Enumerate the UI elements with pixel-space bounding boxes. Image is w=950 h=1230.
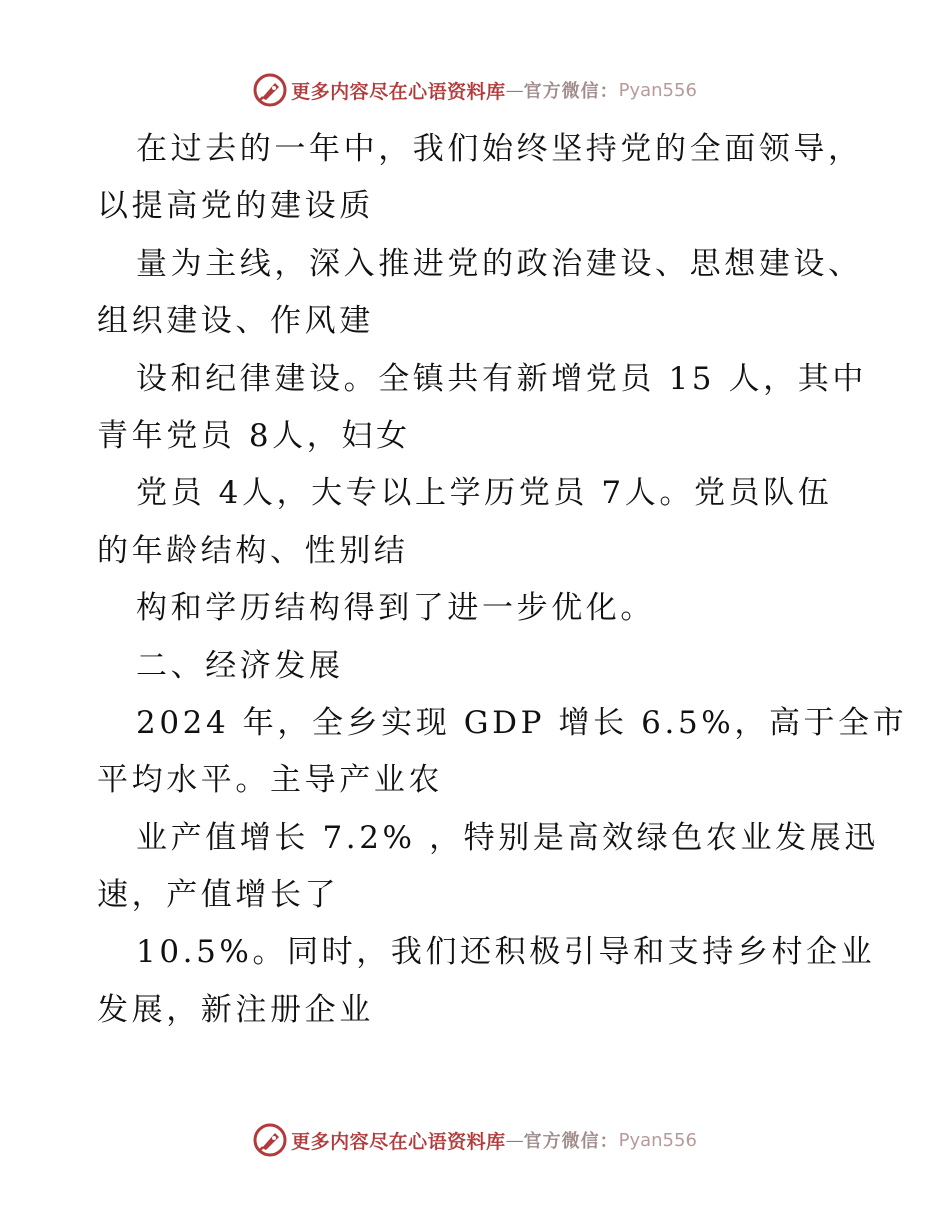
body-line: 发展，新注册企业 — [97, 991, 374, 1028]
body-line: 2024 年，全乡实现 GDP 增长 6.5%，高于全市 — [136, 704, 908, 741]
banner-separator: — — [505, 79, 524, 101]
document-body — [97, 121, 908, 1039]
body-line: 以提高党的建设质 — [97, 188, 374, 225]
section-heading: 二、经济发展 — [136, 647, 344, 684]
body-line: 业产值增长 7.2% ，特别是高效绿色农业发展迅 — [136, 819, 879, 856]
body-line: 10.5%。同时，我们还积极引导和支持乡村企业 — [136, 934, 876, 971]
footer-banner — [0, 1120, 950, 1160]
body-line: 青年党员 8人，妇女 — [97, 417, 411, 454]
body-line: 的年龄结构、性别结 — [97, 532, 409, 569]
banner-wechat-id: Pyan556 — [618, 79, 697, 101]
banner-brand-text: 更多内容尽在心语资料库 — [291, 1130, 506, 1153]
body-line: 量为主线，深入推进党的政治建设、思想建设、 — [136, 245, 863, 282]
body-line: 在过去的一年中，我们始终坚持党的全面领导， — [136, 131, 863, 167]
pen-nib-logo-icon — [253, 73, 287, 107]
banner-wechat-label: 官方微信： — [523, 1131, 619, 1152]
banner-wechat-id: Pyan556 — [618, 1129, 697, 1151]
pen-nib-logo-icon — [253, 1123, 287, 1157]
banner-wechat-label: 官方微信： — [523, 81, 619, 102]
banner-separator: — — [505, 1129, 524, 1151]
body-line: 构和学历结构得到了进一步优化。 — [136, 590, 655, 627]
body-line: 设和纪律建设。全镇共有新增党员 15 人，其中 — [136, 360, 867, 397]
body-line: 速，产值增长了 — [97, 877, 340, 914]
banner-brand-text: 更多内容尽在心语资料库 — [291, 80, 506, 103]
header-banner — [0, 70, 950, 110]
body-line: 组织建设、作风建 — [97, 303, 374, 340]
body-line: 平均水平。主导产业农 — [97, 762, 443, 799]
body-line: 党员 4人，大专以上学历党员 7人。党员队伍 — [136, 475, 833, 512]
